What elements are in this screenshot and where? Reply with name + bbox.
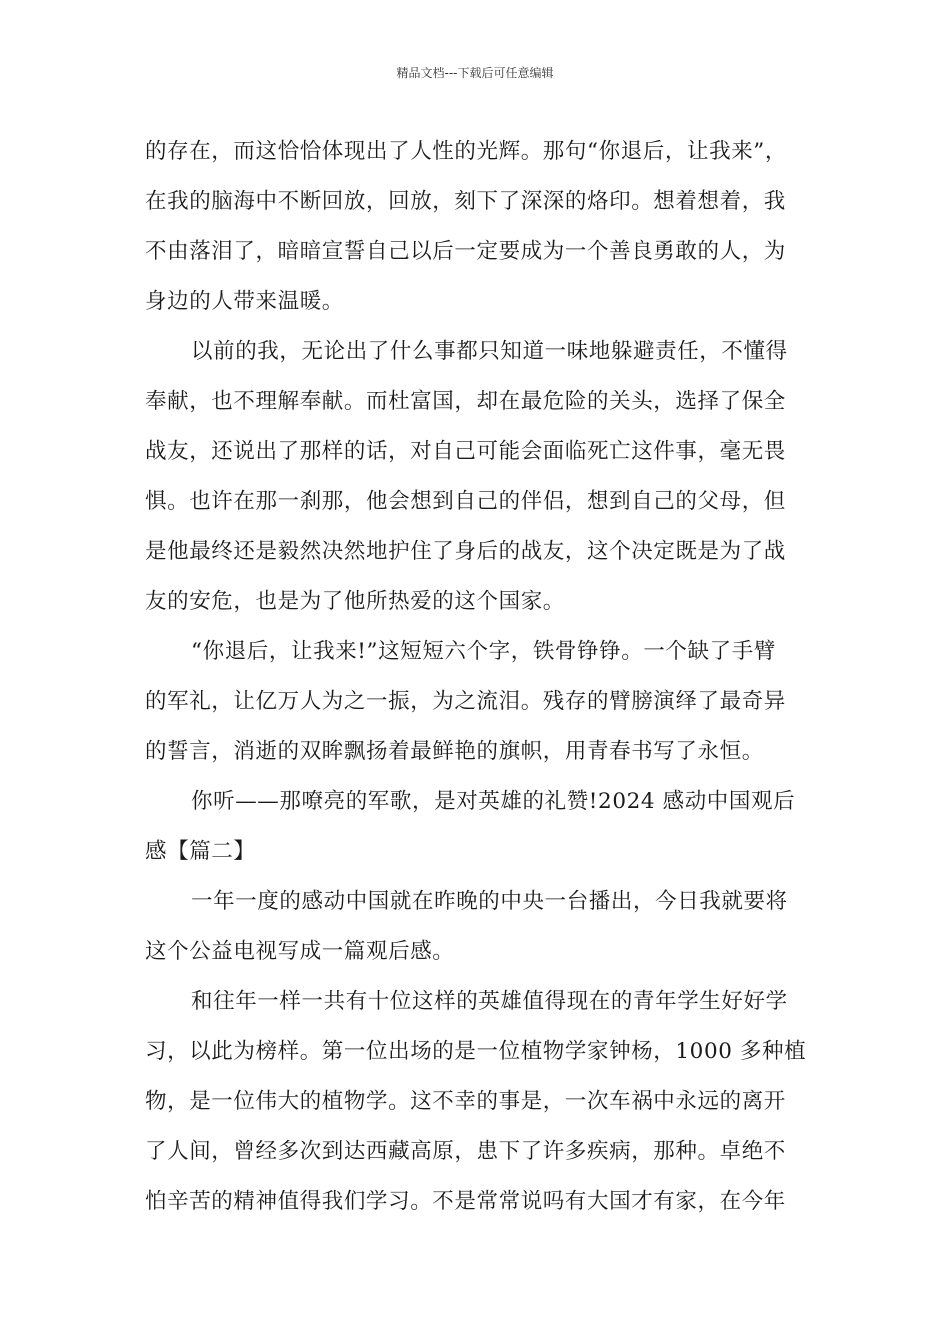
paragraph bbox=[145, 127, 807, 327]
text-line: 习，以此为榜样。第一位出场的是一位植物学家钟杨，1000 多种植 bbox=[145, 1039, 807, 1064]
text-line: 了人间，曾经多次到达西藏高原，患下了许多疾病，那种。卓绝不 bbox=[145, 1139, 786, 1164]
paragraph bbox=[145, 977, 807, 1227]
text-line: 的军礼，让亿万人为之一振，为之流泪。残存的臂膀演绎了最奇异 bbox=[145, 689, 786, 714]
text-line: 在我的脑海中不断回放，回放，刻下了深深的烙印。想着想着，我 bbox=[145, 189, 786, 214]
text-line: 战友，还说出了那样的话，对自己可能会面临死亡这件事，毫无畏 bbox=[145, 439, 786, 464]
text-line: 以前的我，无论出了什么事都只知道一味地躲避责任，不懂得 bbox=[191, 339, 788, 364]
text-line: 怕辛苦的精神值得我们学习。不是常常说吗有大国才有家，在今年 bbox=[145, 1189, 786, 1214]
document-body bbox=[145, 127, 807, 1227]
text-line: 身边的人带来温暖。 bbox=[145, 289, 344, 314]
paragraph bbox=[145, 777, 807, 877]
section-heading-line: 感【篇二】 bbox=[145, 839, 256, 864]
text-line: 物，是一位伟大的植物学。这不幸的事是，一次车祸中永远的离开 bbox=[145, 1089, 786, 1114]
text-line: 这个公益电视写成一篇观后感。 bbox=[145, 939, 455, 964]
text-line: 你听——那嘹亮的军歌，是对英雄的礼赞!2024 感动中国观后 bbox=[191, 789, 796, 814]
text-line: 是他最终还是毅然决然地护住了身后的战友，这个决定既是为了战 bbox=[145, 539, 786, 564]
paragraph bbox=[145, 327, 807, 627]
paragraph bbox=[145, 877, 807, 977]
text-line: 奉献，也不理解奉献。而杜富国，却在最危险的关头，选择了保全 bbox=[145, 389, 786, 414]
paragraph bbox=[145, 627, 807, 777]
text-line: 友的安危，也是为了他所热爱的这个国家。 bbox=[145, 589, 565, 614]
text-line: “你退后，让我来!”这短短六个字，铁骨铮铮。一个缺了手臂 bbox=[191, 639, 776, 664]
text-line: 一年一度的感动中国就在昨晚的中央一台播出，今日我就要将 bbox=[191, 889, 788, 914]
text-line: 和往年一样一共有十位这样的英雄值得现在的青年学生好好学 bbox=[191, 989, 788, 1014]
text-line: 的存在，而这恰恰体现出了人性的光辉。那句“你退后，让我来”， bbox=[145, 139, 787, 164]
text-line: 惧。也许在那一刹那，他会想到自己的伴侣，想到自己的父母，但 bbox=[145, 489, 786, 514]
text-line: 不由落泪了，暗暗宣誓自己以后一定要成为一个善良勇敢的人，为 bbox=[145, 239, 786, 264]
page-header: 精品文档---下载后可任意编辑 bbox=[396, 66, 554, 80]
text-line: 的誓言，消逝的双眸飘扬着最鲜艳的旗帜，用青春书写了永恒。 bbox=[145, 739, 764, 764]
